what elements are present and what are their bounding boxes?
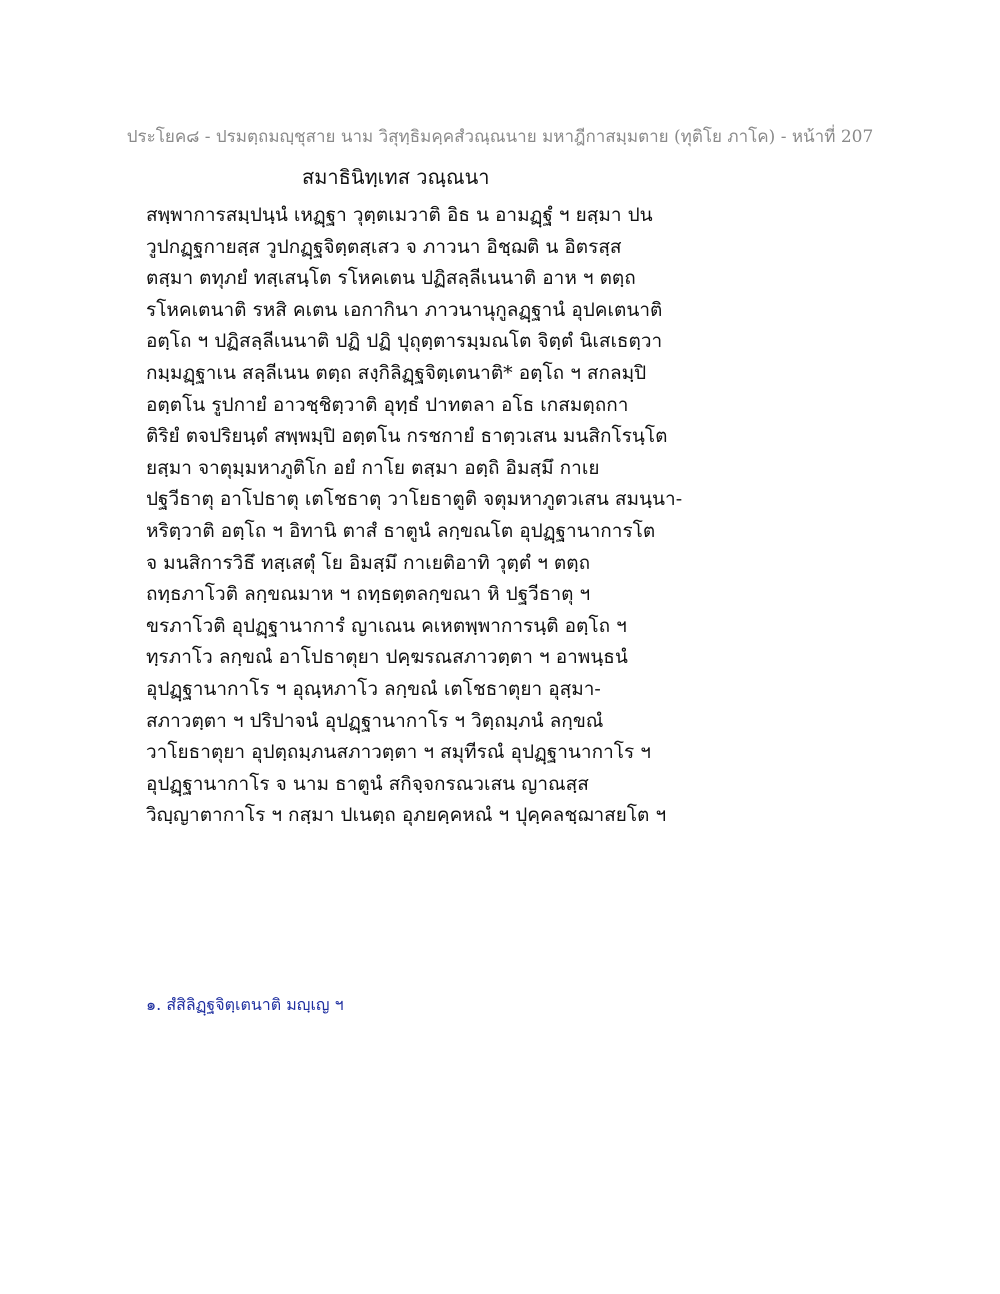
text-line: จ มนสิการวิธึ ทสฺเสตุํ โย อิมสฺมึ กาเยติอาทิ วุตฺตํ ฯ ตตฺถ [146, 551, 591, 574]
text-line: กมฺมฏฺฐาเน สลฺลีเนน ตตฺถ สงฺกิลิฏฺฐจิตฺเตนาติ* อตฺโถ ฯ สกลมฺปิ [146, 361, 647, 384]
text-line: หริตฺวาติ อตฺโถ ฯ อิทานิ ตาสํ ธาตูนํ ลกฺขณโต อุปฏฺฐานาการโต [146, 519, 656, 542]
text-line: ติริยํ ตจปริยนฺตํ สพฺพมฺปิ อตฺตโน กรชกายํ ธาตฺวเสน มนสิกโรนฺโต [146, 425, 668, 448]
text-line: ถทฺธภาโวติ ลกฺขณมาห ฯ ถทฺธตฺตลกฺขณา หิ ปฐวีธาตุ ฯ [146, 583, 591, 606]
text-line: สพฺพาการสมฺปนฺนํ เหฏฺฐา วุตฺตเมวาติ อิธ น อามฏฺฐํ ฯ ยสฺมา ปน [146, 204, 653, 226]
text-line: ยสฺมา จาตุมฺมหาภูติโก อยํ กาโย ตสฺมา อตฺถิ อิมสฺมึ กาเย [146, 456, 600, 479]
text-line: อุปฏฺฐานากาโร จ นาม ธาตูนํ สกิจฺจกรณวเสน ญาณสฺส [146, 772, 589, 795]
text-line: อตฺตโน รูปกายํ อาวชฺชิตฺวาติ อุทฺธํ ปาทตลา อโธ เกสมตฺถกา [146, 393, 629, 416]
text-line: รโหคเตนาติ รหสิ คเตน เอกากินา ภาวนานุกูลฏฺฐานํ อุปคเตนาติ [146, 298, 663, 321]
text-line: วาโยธาตุยา อุปตฺถมฺภนสภาวตฺตา ฯ สมุทีรณํ อุปฏฺฐานากาโร ฯ [146, 741, 651, 764]
text-line: วิญฺญาตากาโร ฯ กสฺมา ปเนตฺถ อุภยคฺคหณํ ฯ ปุคฺคลชฺฌาสยโต ฯ [146, 804, 667, 827]
running-header: ประโยค๘ - ปรมตฺถมญฺชุสาย นาม วิสุทฺธิมคฺคสํวณฺณนาย มหาฎีกาสมฺมตาย (ทุติโย ภาโค) - หน้าที่ 207 [126, 127, 874, 147]
text-line: ปฐวีธาตุ อาโปธาตุ เตโชธาตุ วาโยธาตูติ จตุมหาภูตวเสน สมนฺนา- [146, 488, 683, 511]
footnote: ๑. สํสิลิฏฺฐจิตฺเตนาติ มญฺเญ ฯ [146, 995, 344, 1014]
text-line: สภาวตฺตา ฯ ปริปาจนํ อุปฏฺฐานากาโร ฯ วิตฺถมฺภนํ ลกฺขณํ [146, 709, 604, 732]
text-line: อตฺโถ ฯ ปฏิสลฺลีเนนาติ ปฏิ ปฏิ ปุถุตฺตารมฺมณโต จิตฺตํ นิเสเธตฺวา [146, 330, 663, 353]
text-line: ขรภาโวติ อุปฏฺฐานาการํ ญาเณน คเหตพฺพาการนฺติ อตฺโถ ฯ [146, 614, 627, 637]
text-line: ตสฺมา ตทุภยํ ทสฺเสนฺโต รโหคเตน ปฏิสลฺลีเนนาติ อาห ฯ ตตฺถ [146, 267, 636, 290]
text-line: อุปฏฺฐานากาโร ฯ อุณฺหภาโว ลกฺขณํ เตโชธาตุยา อุสฺมา- [146, 677, 601, 700]
body-text [146, 200, 706, 832]
text-line: วูปกฏฺฐกายสฺส วูปกฏฺฐจิตฺตสฺเสว จ ภาวนา อิชฺฌติ น อิตรสฺส [146, 235, 622, 258]
text-line: ทฺรภาโว ลกฺขณํ อาโปธาตุยา ปคฺฆรณสภาวตฺตา ฯ อาพนฺธนํ [146, 646, 628, 669]
section-title: สมาธินิทฺเทส วณฺณนา [302, 165, 490, 189]
